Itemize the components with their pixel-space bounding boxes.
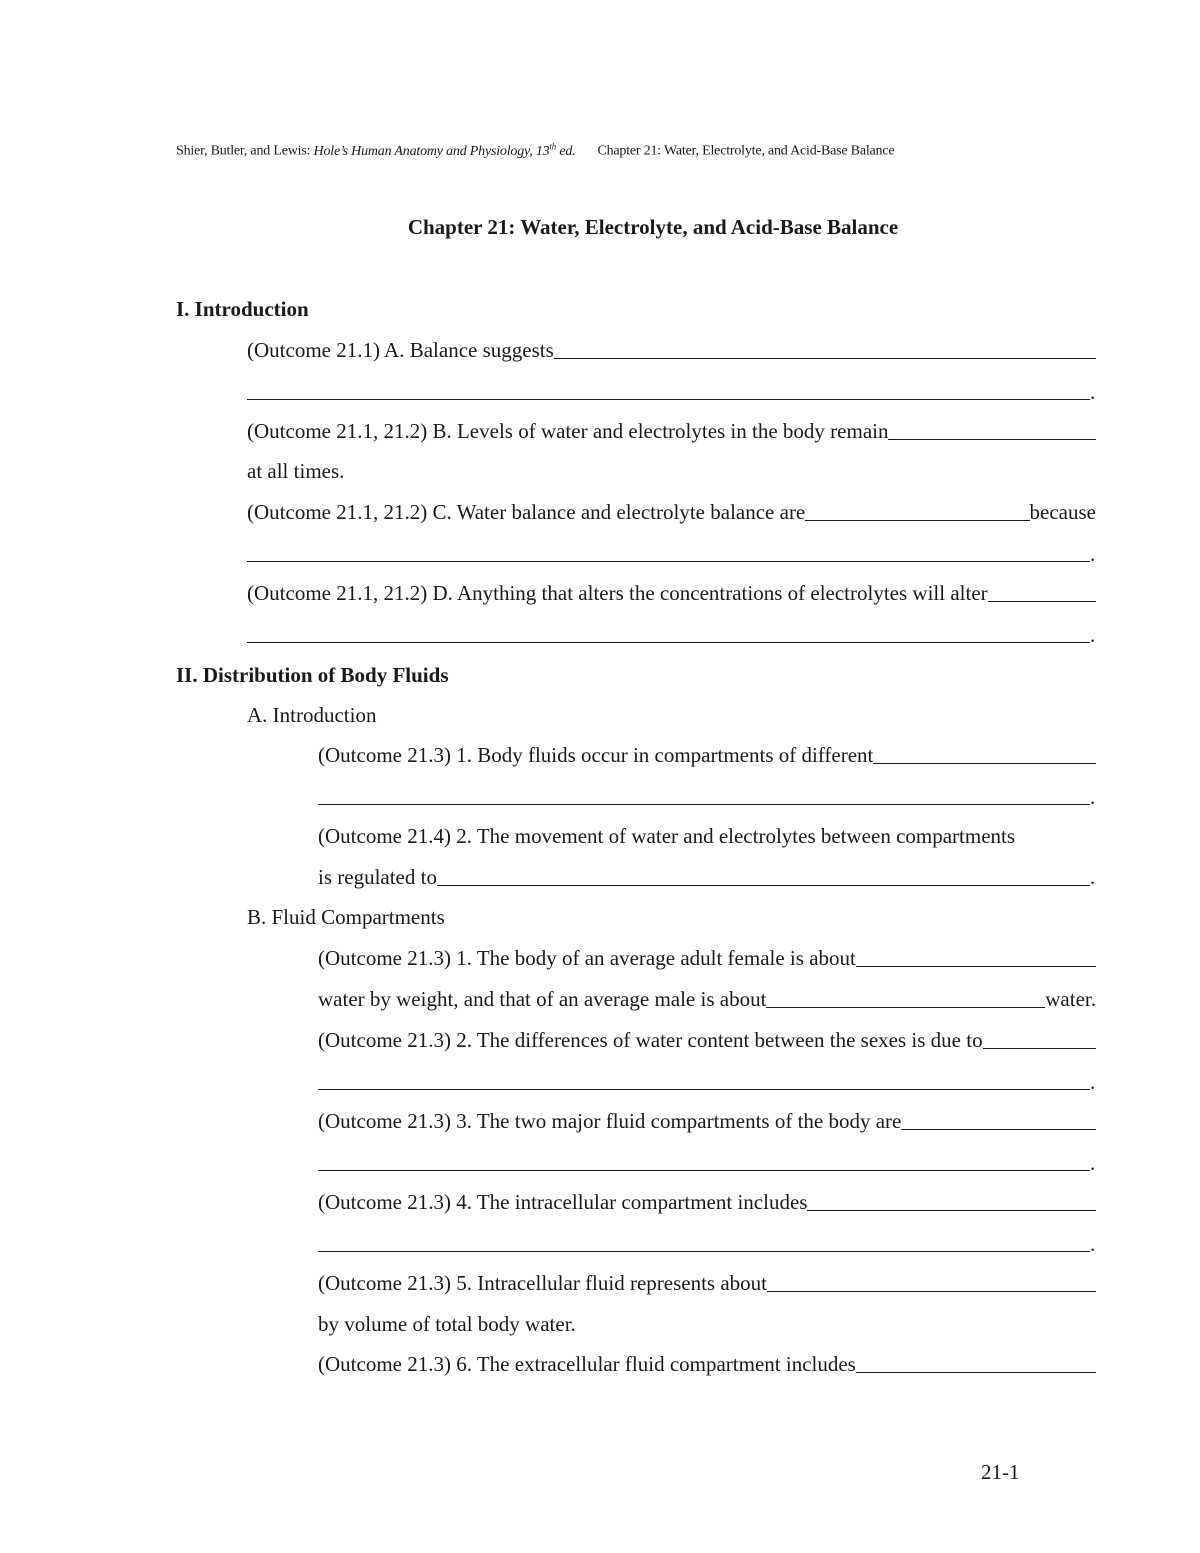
item-1a: [247, 337, 1096, 363]
item-1c-blank: [805, 519, 1029, 521]
header-chapter: Chapter 21: Water, Electrolyte, and Acid-Base Balance: [597, 143, 895, 159]
item-2b4-period: .: [1090, 1232, 1096, 1256]
page-title: Chapter 21: Water, Electrolyte, and Acid-Base Balance: [407, 215, 899, 239]
item-1b-text: (Outcome 21.1, 21.2) B. Levels of water and electrolytes in the body remain: [247, 419, 889, 443]
header-book: Hole’s Human Anatomy and Physiology, 13: [313, 143, 550, 159]
item-2a1: [318, 742, 1096, 768]
item-1b: [247, 418, 1096, 444]
item-1b-blank: [888, 438, 1096, 440]
item-1a-period: .: [1090, 380, 1096, 404]
item-2b2-blank: [983, 1047, 1096, 1049]
section-1-heading: I. Introduction: [176, 297, 309, 321]
item-1a-text: (Outcome 21.1) A. Balance suggests: [247, 338, 554, 362]
item-1d: [247, 580, 1096, 606]
item-2b6: [318, 1351, 1096, 1377]
item-2b3-period: .: [1090, 1151, 1096, 1175]
item-1c: [247, 499, 1096, 525]
item-2a1-period: .: [1090, 785, 1096, 809]
item-2b4-text: (Outcome 21.3) 4. The intracellular compartment includes: [318, 1190, 808, 1214]
item-2b4: [318, 1189, 1096, 1215]
item-2b1-tail: water.: [1045, 987, 1096, 1011]
item-2b2-text: (Outcome 21.3) 2. The differences of water content between the sexes is due to: [318, 1028, 983, 1052]
item-2b1-blank-2: [766, 1006, 1045, 1008]
item-1c-blank-2: [247, 560, 1090, 562]
subsection-2b-heading: B. Fluid Compartments: [247, 905, 445, 929]
item-2b3-text: (Outcome 21.3) 3. The two major fluid compartments of the body are: [318, 1109, 902, 1133]
item-2a2-blank: [437, 884, 1090, 886]
item-2b1-text: (Outcome 21.3) 1. The body of an average adult female is about: [318, 946, 856, 970]
item-2b1-blank: [856, 965, 1096, 967]
item-1c-tail: because: [1029, 500, 1096, 524]
item-2b1: [318, 945, 1096, 971]
item-2a1-blank-2: [318, 803, 1090, 805]
item-2b5: [318, 1270, 1096, 1296]
subsection-2a-heading: A. Introduction: [247, 703, 377, 727]
item-2b1-cont-text: water by weight, and that of an average male is about: [318, 987, 767, 1011]
item-2b2: [318, 1027, 1096, 1053]
item-1c-text: (Outcome 21.1, 21.2) C. Water balance and electrolyte balance are: [247, 500, 806, 524]
item-1d-blank: [988, 600, 1096, 602]
section-2-heading: II. Distribution of Body Fluids: [176, 663, 449, 687]
item-1a-blank: [554, 357, 1096, 359]
header-authors: Shier, Butler, and Lewis:: [176, 143, 314, 159]
item-2b1-cont: [318, 986, 1096, 1012]
item-1d-text: (Outcome 21.1, 21.2) D. Anything that alters the concentrations of electrolytes will alter: [247, 581, 988, 605]
item-1c-period: .: [1090, 542, 1096, 566]
item-2a2-period: .: [1090, 865, 1096, 889]
item-2a2-cont-text: is regulated to: [318, 865, 437, 889]
header-ed: ed.: [556, 143, 576, 159]
item-2b3-blank: [901, 1128, 1096, 1130]
item-1b-cont: at all times.: [247, 459, 345, 483]
item-2b4-blank: [807, 1209, 1096, 1211]
header-sup: th: [549, 141, 557, 151]
page-number: 21-1: [981, 1460, 1020, 1484]
item-2b6-text: (Outcome 21.3) 6. The extracellular fluid compartment includes: [318, 1352, 856, 1376]
item-1d-blank-2: [247, 641, 1090, 643]
item-2a1-blank: [873, 762, 1096, 764]
item-2a1-text: (Outcome 21.3) 1. Body fluids occur in compartments of different: [318, 743, 874, 767]
item-2b2-blank-2: [318, 1088, 1090, 1090]
item-2b5-blank: [767, 1290, 1096, 1292]
item-2b5-cont: by volume of total body water.: [318, 1312, 576, 1336]
item-1d-period: .: [1090, 623, 1096, 647]
item-2a2-cont: [318, 864, 1090, 890]
item-2b6-blank: [856, 1371, 1096, 1373]
item-2b5-text: (Outcome 21.3) 5. Intracellular fluid represents about: [318, 1271, 768, 1295]
item-2b2-period: .: [1090, 1070, 1096, 1094]
item-2a2: (Outcome 21.4) 2. The movement of water and electrolytes between compartments: [318, 824, 1016, 848]
item-2b3: [318, 1108, 1096, 1134]
item-2b3-blank-2: [318, 1169, 1090, 1171]
running-header: [176, 141, 894, 160]
item-1a-blank-2: [247, 398, 1090, 400]
item-2b4-blank-2: [318, 1250, 1090, 1252]
